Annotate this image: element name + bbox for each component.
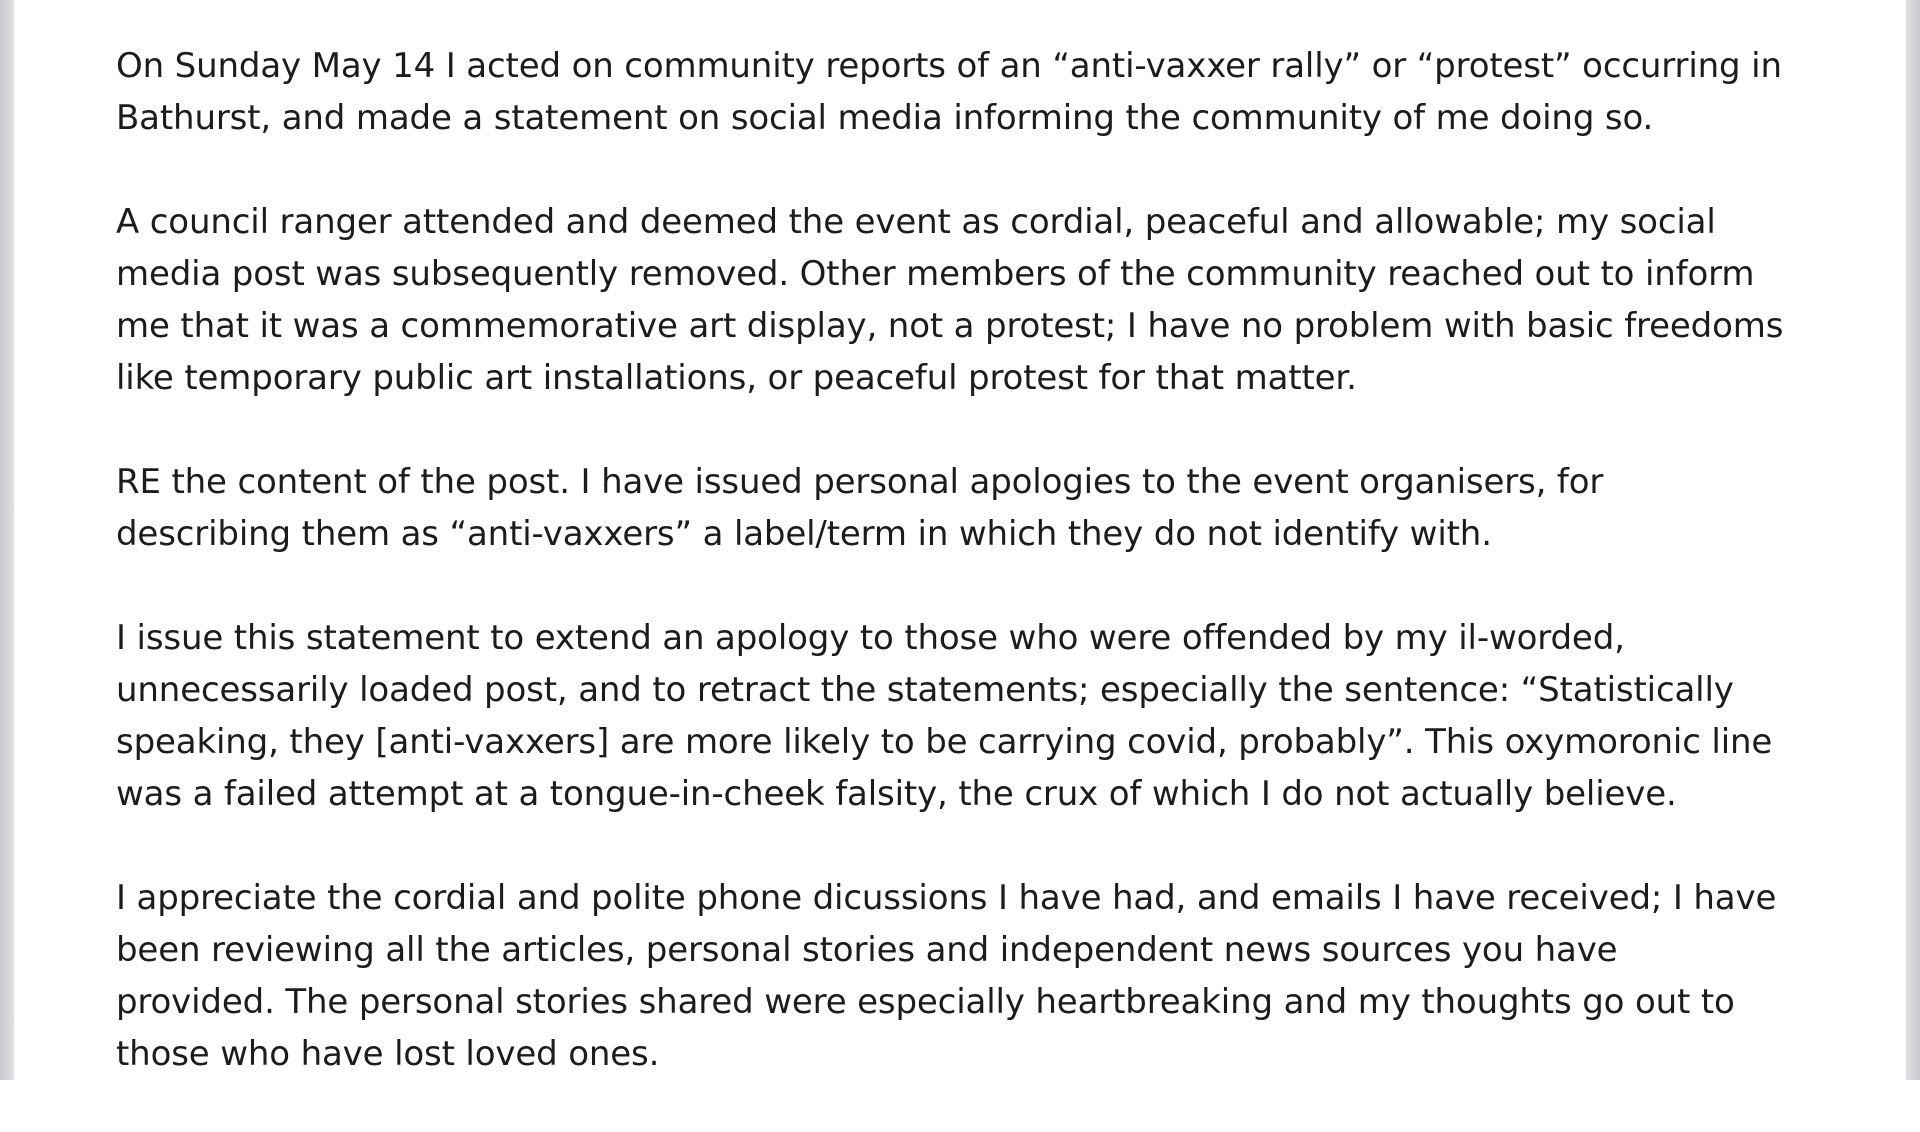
right-page-edge	[1906, 0, 1920, 1080]
paragraph-retraction: I issue this statement to extend an apology to those who were offended by my il-worded, unnecessarily loaded post, and to retract the statements; especially the sentence: “Statistically speaking, they [anti-vaxxers] are more likely to be carrying covid, probably”. This oxymoronic line was a failed attempt at a tongue-in-cheek falsity, the crux of which I do not actually believe.	[116, 618, 1773, 814]
paragraph-appreciation: I appreciate the cordial and polite phone dicussions I have had, and emails I have received; I have been reviewing all the articles, personal stories and independent news sources you have provided. The personal stories shared were especially heartbreaking and my thoughts go out to those who have lost loved ones.	[116, 878, 1777, 1074]
paragraph-ranger-attended: A council ranger attended and deemed the event as cordial, peaceful and allowable; my social media post was subsequently removed. Other members of the community reached out to inform me that it was a commemorative art display, not a protest; I have no problem with basic freedoms like temporary public art installations, or peaceful protest for that matter.	[116, 202, 1784, 398]
left-page-edge	[0, 0, 14, 1080]
statement-text	[116, 40, 1836, 1132]
paragraph-apologies-organisers: RE the content of the post. I have issued personal apologies to the event organisers, for describing them as “anti-vaxxers” a label/term in which they do not identify with.	[116, 462, 1604, 554]
paragraph-event-report: On Sunday May 14 I acted on community reports of an “anti-vaxxer rally” or “protest” occurring in Bathurst, and made a statement on social media informing the community of me doing so.	[116, 46, 1782, 138]
